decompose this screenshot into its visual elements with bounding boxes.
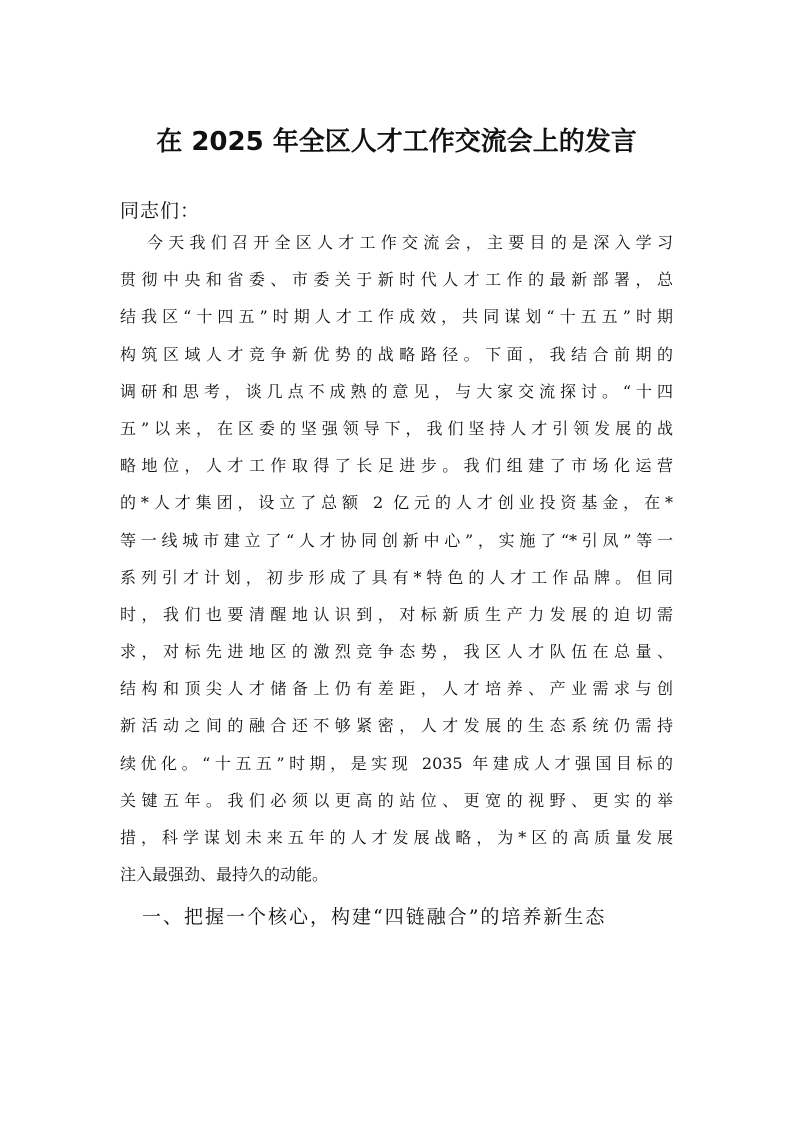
paragraph-line: 的*人才集团，设立了总额 2 亿元的人才创业投资基金，在* <box>120 493 673 513</box>
paragraph-line: 系列引才计划，初步形成了具有*特色的人才工作品牌。但同 <box>120 567 673 587</box>
paragraph-line: 调研和思考，谈几点不成熟的意见，与大家交流探讨。“十四 <box>120 381 673 401</box>
document-body <box>120 193 673 936</box>
paragraph-line: 关键五年。我们必须以更高的站位、更宽的视野、更实的举 <box>120 790 673 810</box>
paragraph-line: 新活动之间的融合还不够紧密，人才发展的生态系统仍需持 <box>120 716 673 736</box>
document-title: 在 2025 年全区人才工作交流会上的发言 <box>156 127 637 157</box>
paragraph-line: 略地位，人才工作取得了长足进步。我们组建了市场化运营 <box>120 456 673 476</box>
paragraph-line: 注入最强劲、最持久的动能。 <box>120 865 329 885</box>
paragraph-line: 续优化。“十五五”时期，是实现 2035 年建成人才强国目标的 <box>120 753 673 773</box>
paragraph-line: 构筑区域人才竞争新优势的战略路径。下面，我结合前期的 <box>120 344 673 364</box>
paragraph-line: 等一线城市建立了“人才协同创新中心”，实施了“*引凤”等一 <box>120 530 673 550</box>
paragraph-line: 贯彻中央和省委、市委关于新时代人才工作的最新部署，总 <box>120 270 673 290</box>
paragraph-line: 时，我们也要清醒地认识到，对标新质生产力发展的迫切需 <box>120 604 673 624</box>
paragraph-line: 五”以来，在区委的坚强领导下，我们坚持人才引领发展的战 <box>120 418 673 438</box>
paragraph-line: 今天我们召开全区人才工作交流会，主要目的是深入学习 <box>147 233 673 252</box>
salutation: 同志们： <box>120 200 201 222</box>
paragraph-line: 措，科学谋划未来五年的人才发展战略，为*区的高质量发展 <box>120 828 673 847</box>
paragraph-line: 求，对标先进地区的激烈竞争态势，我区人才队伍在总量、 <box>120 642 673 662</box>
paragraph-line: 结构和顶尖人才储备上仍有差距，人才培养、产业需求与创 <box>120 679 673 699</box>
paragraph-line: 结我区“十四五”时期人才工作成效，共同谋划“十五五”时期 <box>120 307 673 327</box>
section-heading: 一、把握一个核心，构建“四链融合”的培养新生态 <box>142 906 607 929</box>
opening-paragraph <box>120 230 673 899</box>
